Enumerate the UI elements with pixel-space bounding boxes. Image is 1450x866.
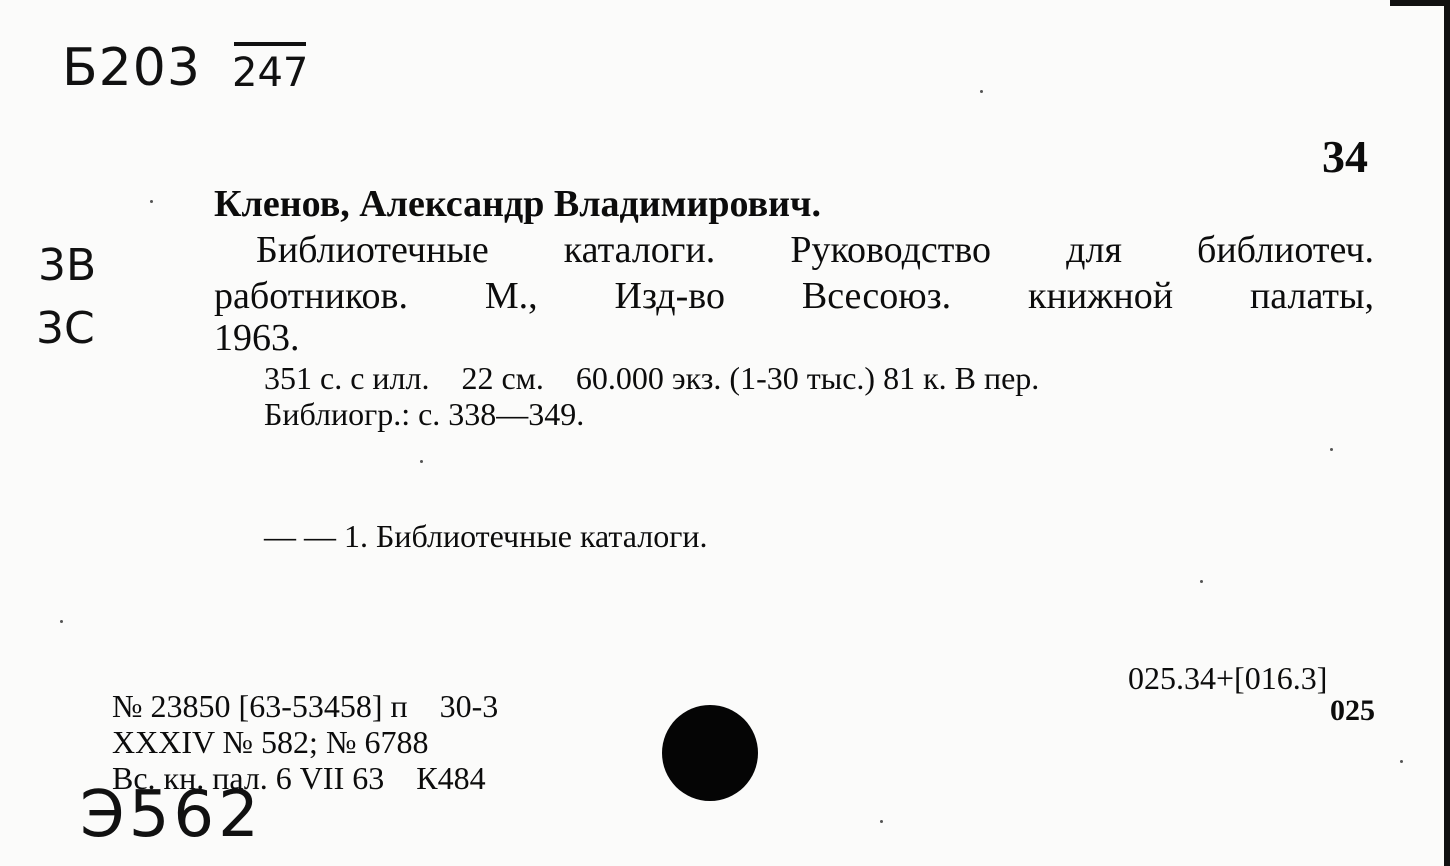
paper-speck bbox=[980, 90, 983, 93]
paper-speck bbox=[1400, 760, 1403, 763]
paper-speck bbox=[60, 620, 63, 623]
paper-speck bbox=[1330, 448, 1333, 451]
card-number: 34 bbox=[1322, 131, 1368, 182]
title-word: Изд-во bbox=[614, 275, 725, 317]
title-line-3: 1963. bbox=[214, 317, 300, 359]
subject-heading: — — 1. Библиотечные каталоги. bbox=[264, 518, 708, 554]
title-word: палаты, bbox=[1249, 275, 1374, 317]
bibliography-note: Библиогр.: с. 338—349. bbox=[264, 396, 585, 432]
punch-hole bbox=[662, 705, 758, 801]
handwritten-fraction bbox=[232, 40, 308, 96]
title-line-2 bbox=[214, 274, 1374, 318]
registry-line-3: Вс. кн. пал. 6 VII 63 К484 bbox=[112, 760, 486, 796]
registry-line-1: № 23850 [63-53458] п 30-3 bbox=[112, 688, 499, 724]
card-edge-shadow bbox=[1444, 0, 1450, 866]
classification-short: 025 bbox=[1330, 694, 1375, 727]
classification-index: 025.34+[016.3] bbox=[1128, 660, 1328, 696]
handwritten-shelf-mark-2: 3С bbox=[36, 303, 95, 354]
paper-speck bbox=[880, 820, 883, 823]
title-word: книжной bbox=[1028, 275, 1174, 317]
title-word: Руководство bbox=[790, 229, 992, 271]
physical-description: 351 с. с илл. 22 см. 60.000 экз. (1-30 тыс.) 81 к. В пер. bbox=[264, 360, 1040, 396]
handwritten-fraction-denominator: 247 bbox=[232, 50, 309, 96]
title-line-1 bbox=[256, 228, 1374, 272]
paper-speck bbox=[1200, 580, 1203, 583]
title-word: М., bbox=[484, 275, 538, 317]
paper-speck bbox=[420, 460, 423, 463]
title-word: для bbox=[1066, 229, 1122, 271]
handwritten-bottom-number: Э562 bbox=[80, 778, 263, 852]
fraction-bar bbox=[234, 42, 306, 46]
title-word: библиотеч. bbox=[1197, 229, 1374, 271]
title-word: работников. bbox=[214, 275, 408, 317]
handwritten-top-number: Б203 bbox=[62, 38, 201, 98]
paper-speck bbox=[150, 200, 153, 203]
title-word: каталоги. bbox=[563, 229, 716, 271]
author-heading: Кленов, Александр Владимирович. bbox=[214, 183, 821, 225]
title-word: Библиотечные bbox=[256, 229, 489, 271]
handwritten-shelf-mark-1: 3В bbox=[38, 240, 97, 291]
title-word: Всесоюз. bbox=[801, 275, 952, 317]
card-corner-shadow bbox=[1390, 0, 1450, 6]
registry-line-2: XXXIV № 582; № 6788 bbox=[112, 724, 429, 760]
